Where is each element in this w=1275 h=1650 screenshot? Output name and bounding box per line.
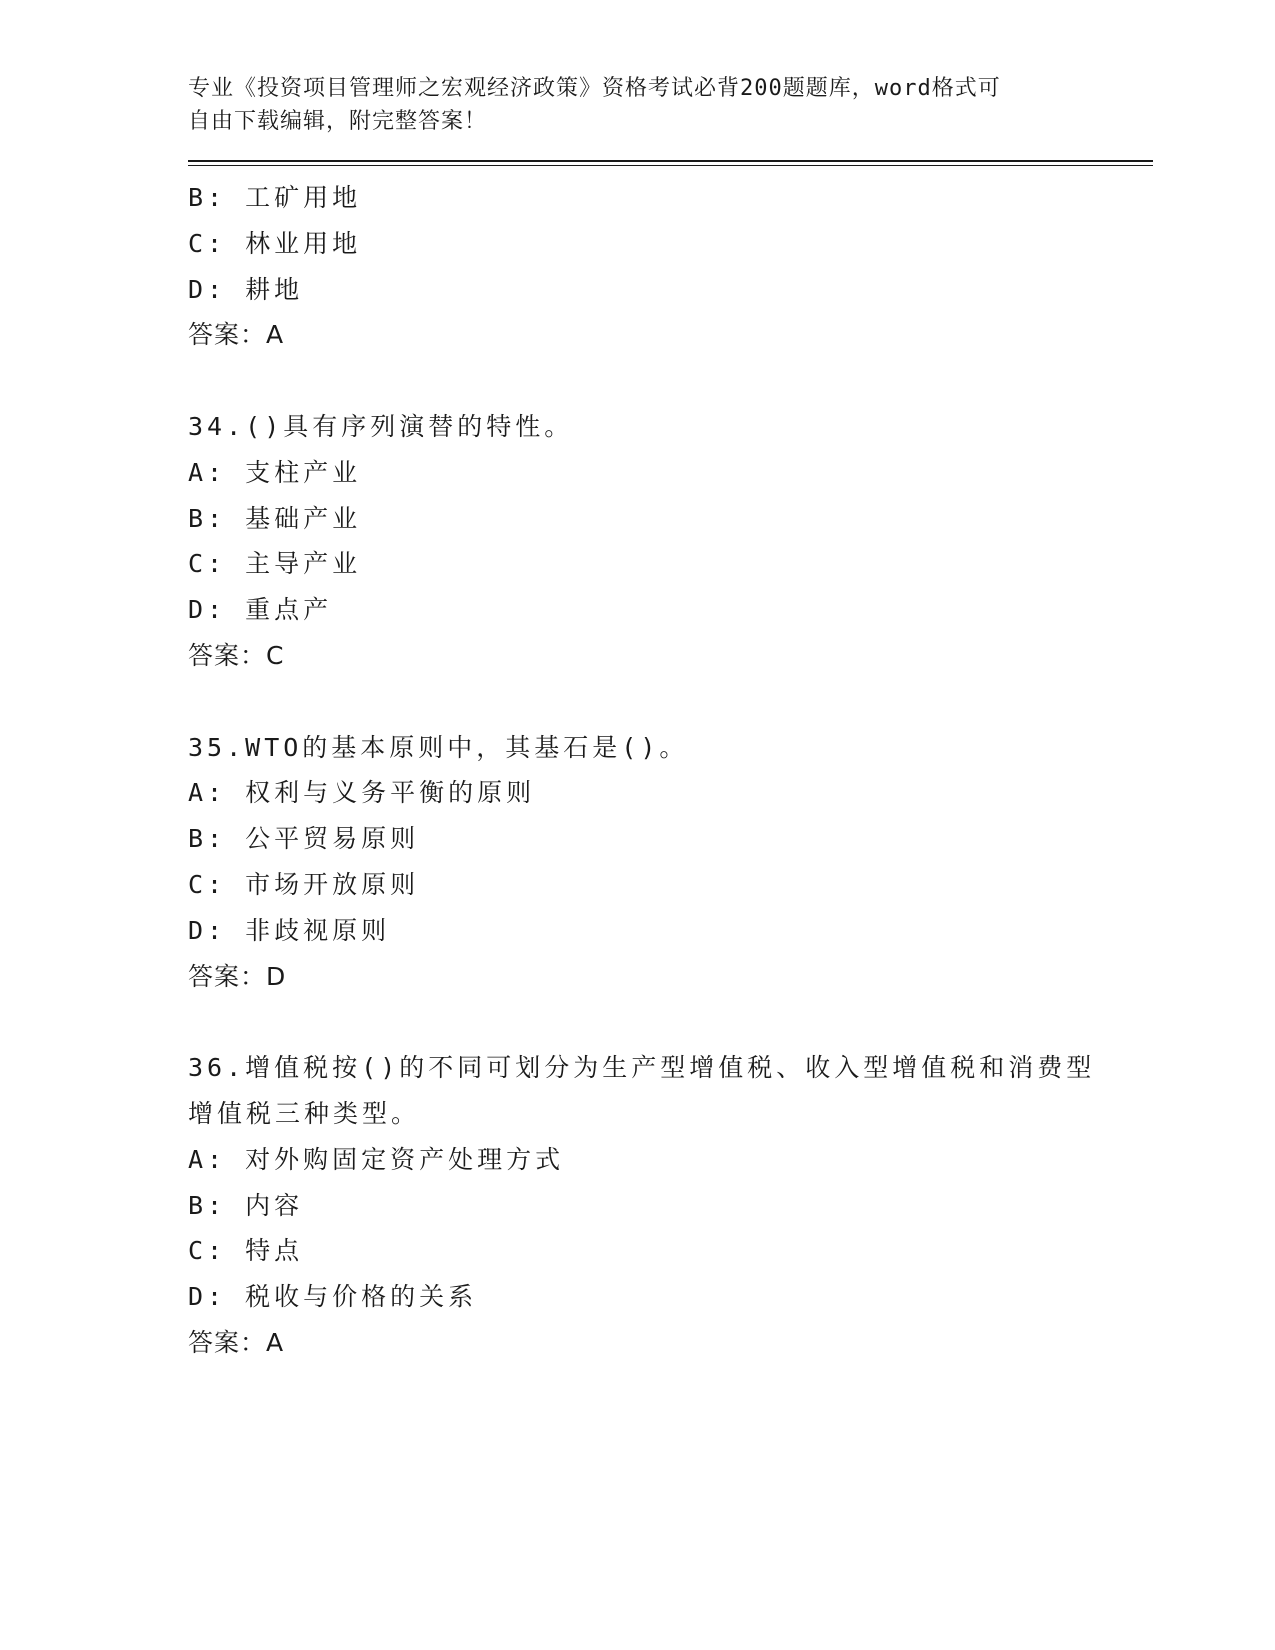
answer: 答案：D (188, 961, 287, 991)
header-rule (188, 160, 1153, 166)
option-a: A: 权利与义务平衡的原则 (188, 778, 536, 808)
header-line-2: 自由下载编辑，附完整答案！ (188, 109, 488, 134)
question-list (188, 175, 1153, 1366)
option-c: C: 主导产业 (188, 549, 362, 579)
question-33-partial (188, 175, 1153, 358)
answer: 答案：A (188, 1327, 285, 1357)
question-text: 34.()具有序列演替的特性。 (188, 411, 574, 441)
spacer (188, 358, 1153, 404)
question-text-line-1: 36.增值税按()的不同可划分为生产型增值税、收入型增值税和消费型 (188, 1053, 1096, 1083)
answer: 答案：A (188, 320, 285, 350)
question-34 (188, 404, 1153, 679)
question-36 (188, 1045, 1153, 1366)
option-b: B: 工矿用地 (188, 183, 362, 212)
document-header (188, 72, 1068, 138)
question-text: 35.WTO的基本原则中，其基石是()。 (188, 732, 689, 762)
option-d: D: 非歧视原则 (188, 915, 391, 945)
option-c: C: 市场开放原则 (188, 869, 420, 899)
spacer (188, 999, 1153, 1045)
option-b: B: 内容 (188, 1190, 304, 1220)
document-page (188, 72, 1153, 1366)
option-c: C: 林业用地 (188, 228, 362, 258)
option-d: D: 重点产 (188, 595, 333, 625)
question-text-line-2: 增值税三种类型。 (188, 1098, 421, 1128)
option-c: C: 特点 (188, 1236, 304, 1266)
option-a: A: 对外购固定资产处理方式 (188, 1144, 565, 1174)
option-b: B: 基础产业 (188, 503, 362, 533)
option-b: B: 公平贸易原则 (188, 824, 420, 854)
answer: 答案：C (188, 640, 285, 670)
spacer (188, 679, 1153, 725)
option-d: D: 税收与价格的关系 (188, 1282, 478, 1312)
option-a: A: 支柱产业 (188, 457, 362, 487)
header-line-1: 专业《投资项目管理师之宏观经济政策》资格考试必背200题题库，word格式可 (188, 76, 1001, 101)
question-35 (188, 725, 1153, 1000)
option-d: D: 耕地 (188, 274, 304, 304)
